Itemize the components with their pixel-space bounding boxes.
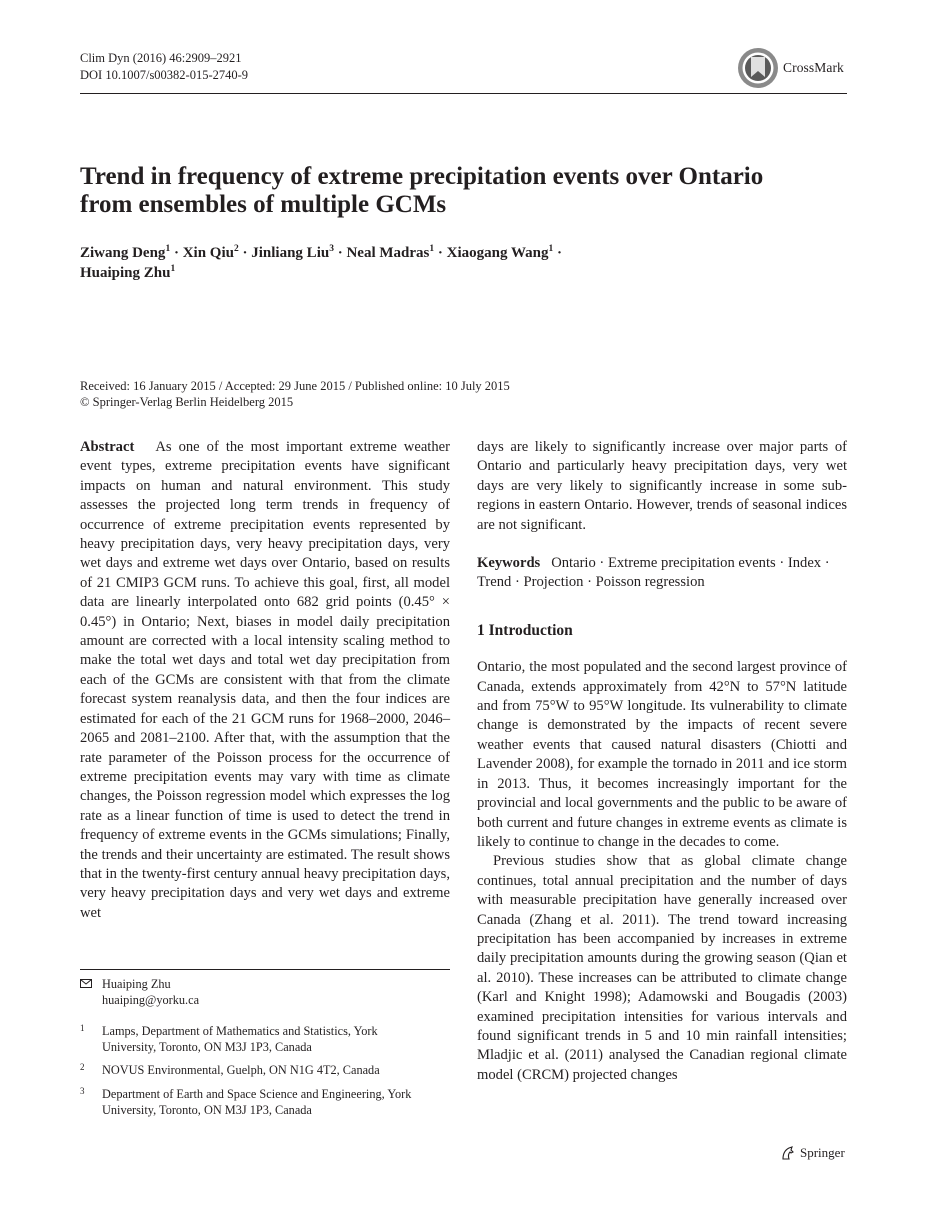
publication-dates bbox=[80, 378, 847, 410]
springer-horse-icon bbox=[780, 1145, 796, 1161]
abstract-text: As one of the most important extreme weather event types, extreme precipitation events have significant impacts on human and natural environment. This study assesses the projected long term trends in frequency of occurrence of extreme precipitation events represented by heavy precipitation days, very heavy precipitation days, very wet days and extreme wet days over Ontario, based on results of 21 CMIP3 GCM runs. To achieve this goal, first, all model data are linearly interpolated onto 682 grid points (0.45° × 0.45°) in Ontario; Next, biases in model daily precipitation amount are corrected with a local intensity scaling method to make the total wet days and total wet day precipitation from each of the GCMs are consistent with that from the climate forecast system reanalysis data, and then the four indices are estimated for each of the 21 GCM runs for 1968–2000, 2046–2065 and 2081–2100. After that, with the assumption that the rate parameter of the Poisson process for the occurrence of extreme precipitation events may vary with time as climate changes, the Poisson regression model which expresses the log rate as a linear function of time is used to detect the trend in frequency of extreme events in the GCMs simulations; Finally, the trends and their uncertainty are estimated. The result shows that in the twenty-first century annual heavy precipitation days, very heavy precipitation days and very wet days and extreme wet bbox=[80, 439, 450, 921]
right-column bbox=[477, 438, 847, 1085]
crossmark-badge[interactable] bbox=[737, 47, 844, 89]
author-name[interactable]: Ziwang Deng bbox=[80, 245, 166, 261]
author-affiliation: 1 bbox=[429, 244, 435, 254]
author-name[interactable]: Jinliang Liu bbox=[251, 245, 330, 261]
publisher-footer bbox=[780, 1145, 845, 1161]
author-name[interactable]: Xiaogang Wang bbox=[446, 245, 549, 261]
corresponding-email[interactable]: huaiping@yorku.ca bbox=[102, 992, 200, 1007]
left-column bbox=[80, 438, 450, 923]
author-line-2 bbox=[80, 263, 847, 283]
intro-paragraph-1: Ontario, the most populated and the second largest province of Canada, extends approximately from 42°N to 57°N latitude and from 75°W to 95°W longitude. Its vulnerability to climate change is demonstrated by the impacts of recent severe weather events that caused natural disasters (Chiotti and Lavender 2008), for example the tornado in 2011 and ice storm in 2013. Thus, it becomes increasingly important for the provincial and local governments and the public to be aware of both current and future changes in extreme events as climate is likely to continue to change in the decades to come. bbox=[477, 659, 847, 850]
corresponding-details bbox=[102, 977, 199, 1008]
corresponding-name: Huaiping Zhu bbox=[102, 977, 171, 991]
corresponding-author bbox=[80, 977, 450, 1009]
affiliation-text: Department of Earth and Space Science and Engineering, York University, Toronto, ON M3J 1P3, Canada bbox=[102, 1087, 412, 1117]
crossmark-logo-icon bbox=[737, 47, 779, 89]
author-name[interactable]: Xin Qiu bbox=[182, 245, 234, 261]
title-line-1: Trend in frequency of extreme precipitation events over Ontario bbox=[80, 163, 764, 190]
crossmark-label: CrossMark bbox=[783, 60, 844, 75]
author-line-1: Ziwang Deng$^1$ · Xin Qiu$^2$ · Jinliang Liu$^3$ · Neal Madras$^1$ · Xiaogang Wang$^1$ · bbox=[80, 244, 562, 261]
affiliation-text: NOVUS Environmental, Guelph, ON N1G 4T2, Canada bbox=[102, 1063, 380, 1077]
section-heading-introduction: 1 Introduction bbox=[477, 621, 573, 639]
author-affiliation: 1 bbox=[548, 244, 554, 254]
author-list bbox=[80, 243, 847, 283]
footnote-rule bbox=[80, 969, 450, 970]
abstract-label: Abstract bbox=[80, 439, 135, 455]
affiliation-footnote bbox=[80, 1063, 450, 1081]
affiliation-footnote bbox=[80, 1087, 450, 1119]
keywords-text: Ontario · Extreme precipitation events · Index · Trend · Projection · Poisson regression bbox=[477, 555, 830, 591]
author-name[interactable]: Neal Madras bbox=[346, 245, 430, 261]
history-dates: Received: 16 January 2015 / Accepted: 29 June 2015 / Published online: 10 July 2015 bbox=[80, 379, 510, 393]
doi: DOI 10.1007/s00382-015-2740-9 bbox=[80, 68, 249, 82]
abstract-continuation: days are likely to significantly increase over major parts of Ontario and particularly heavy precipitation days, very wet days are very likely to significantly increase in some sub-regions in eastern Ontario. However, trends of seasonal indices are not significant. bbox=[477, 439, 847, 533]
copyright: © Springer-Verlag Berlin Heidelberg 2015 bbox=[80, 395, 294, 409]
author-affiliation: 1 bbox=[165, 244, 171, 254]
affiliation-footnote bbox=[80, 1024, 450, 1056]
publisher-name: Springer bbox=[800, 1145, 845, 1160]
author-name[interactable]: Huaiping Zhu bbox=[80, 265, 171, 281]
author-affiliation: 3 bbox=[329, 244, 334, 254]
journal-citation: Clim Dyn (2016) 46:2909–2921 bbox=[80, 51, 242, 65]
header-rule bbox=[80, 93, 847, 94]
keywords-paragraph bbox=[477, 554, 847, 593]
affiliation-number: 2 bbox=[80, 1062, 85, 1072]
author-affiliation: 1 bbox=[170, 264, 176, 274]
journal-header bbox=[80, 50, 248, 84]
keywords-label: Keywords bbox=[477, 555, 541, 572]
affiliation-number: 3 bbox=[80, 1086, 85, 1096]
author-affiliation: 2 bbox=[233, 244, 239, 254]
envelope-icon bbox=[80, 979, 92, 988]
article-title bbox=[80, 163, 847, 219]
abstract-paragraph bbox=[80, 438, 450, 923]
affiliation-text: Lamps, Department of Mathematics and Statistics, York University, Toronto, ON M3J 1P3, Canada bbox=[102, 1024, 378, 1054]
title-line-2: from ensembles of multiple GCMs bbox=[80, 191, 447, 218]
intro-paragraph-2: Previous studies show that as global climate change continues, total annual precipitation and the number of days with measurable precipitation have generally increased over Canada (Zhang et al. 2011). The trend toward increasing precipitation has been accompanied by increases in extreme daily precipitation amounts during the growing season (Qian et al. 2010). These increases can be attributed to climate change (Karl and Knight 1998); Adamowski and Bougadis (2003) examined precipitation intensities for various intervals and found significant trends in 5 and 10 min rainfall intensities; Mladjic et al. (2011) analysed the Canadian regional climate model (CRCM) projected changes bbox=[477, 853, 847, 1083]
affiliation-number: 1 bbox=[80, 1023, 85, 1033]
